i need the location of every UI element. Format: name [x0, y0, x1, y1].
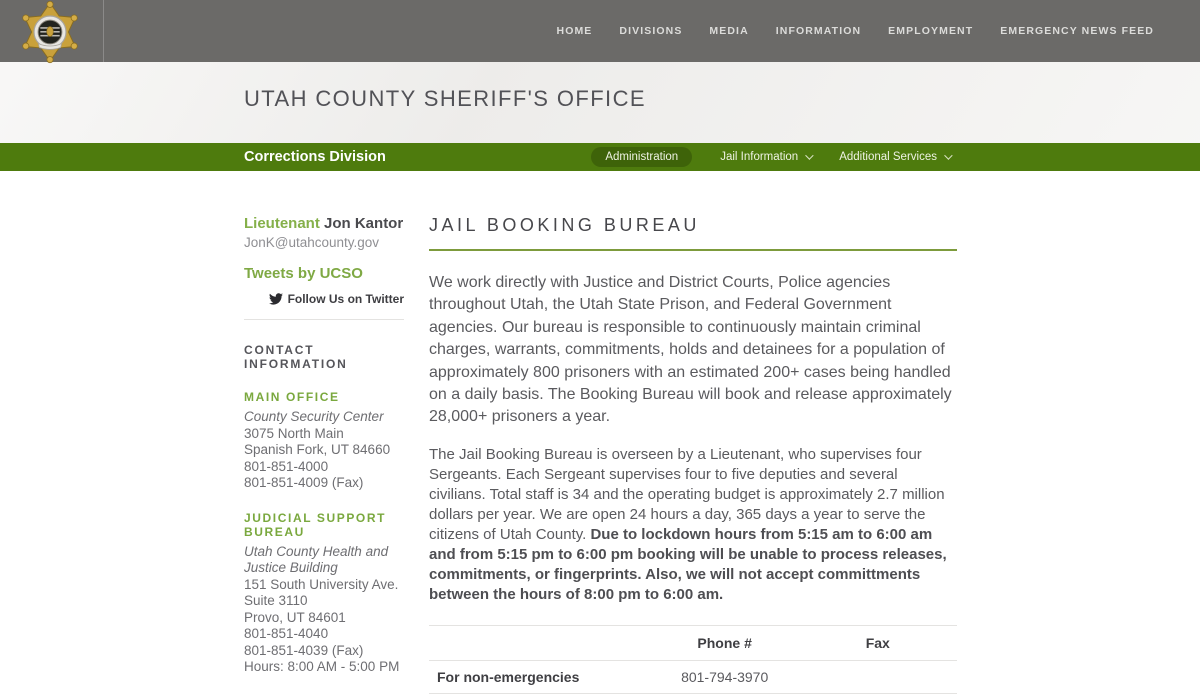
judicial-support-suite: Suite 3110: [244, 593, 308, 608]
judicial-support-fax: 801-851-4039 (Fax): [244, 642, 364, 658]
page-title: JAIL BOOKING BUREAU: [429, 215, 957, 251]
phone-table-header-phone: Phone #: [651, 625, 799, 660]
menu-jail-information-label: Jail Information: [720, 151, 799, 163]
main-office-fax: 801-851-4009 (Fax): [244, 475, 364, 490]
nav-divisions[interactable]: DIVISIONS: [619, 25, 683, 37]
intro-paragraph: We work directly with Justice and District Courts, Police agencies throughout Utah, the Utah State Prison, and Federal Government agencies. Our bureau is responsible to continuously maintain criminal charges, warrants, commitments, holds and detainees for a population of approximately 800 prisoners with an estimated 200+ cases being handled on a daily basis. The Booking Bureau will book and release approximately 28,000+ prisoners a year.: [429, 274, 952, 426]
contact-person-rank: Lieutenant: [244, 215, 320, 232]
table-row: [429, 660, 957, 693]
menu-additional-services-label: Additional Services: [839, 151, 937, 163]
chevron-down-icon: [805, 151, 813, 159]
division-menu: [591, 147, 950, 167]
header-divider: [103, 0, 104, 62]
division-title: Corrections Division: [244, 149, 386, 165]
main-office-phone: 801-851-4000: [244, 458, 329, 474]
judicial-support-phone: 801-851-4040: [244, 626, 329, 641]
details-paragraph: [429, 445, 957, 605]
phone-table: [429, 625, 957, 694]
judicial-support-city: Provo, UT 84601: [244, 609, 346, 625]
phone-table-header-fax: Fax: [799, 625, 957, 660]
follow-twitter-row: [244, 292, 404, 306]
masthead: [0, 62, 1200, 143]
details-paragraph-normal: The Jail Booking Bureau is overseen by a Lieutenant, who supervises four Sergeants. Each Sergeant supervises four to five deputies and several civilians. Total staff is 34 and the operating budget is approximately 2.7 million dollars per year. We are open 24 hours a day, 365 days a year to serve the citizens of Utah County.: [429, 445, 945, 543]
row-label: For non-emergencies: [429, 660, 651, 693]
main-office-block: [244, 390, 404, 492]
nav-employment[interactable]: EMPLOYMENT: [888, 25, 974, 37]
tweets-by-ucso-link[interactable]: Tweets by UCSO: [244, 265, 363, 282]
follow-twitter-link[interactable]: Follow Us on Twitter: [287, 292, 404, 306]
row-phone: 801-794-3970: [651, 660, 799, 693]
sheriff-badge-icon: [18, 1, 82, 63]
division-bar: [0, 143, 1200, 171]
nav-home[interactable]: HOME: [556, 25, 593, 37]
contact-information-heading: CONTACT INFORMATION: [244, 343, 348, 371]
contact-person: [244, 215, 404, 232]
judicial-support-heading: JUDICIAL SUPPORT BUREAU: [244, 510, 387, 539]
sidebar-divider: [244, 319, 404, 320]
phone-table-header-row: [429, 625, 957, 660]
menu-administration[interactable]: Administration: [591, 147, 692, 167]
main-office-address-line: 3075 North Main: [244, 425, 344, 441]
twitter-icon: [269, 293, 283, 305]
article: [429, 215, 957, 694]
main-office-address-line: Spanish Fork, UT 84660: [244, 442, 391, 457]
nav-information[interactable]: INFORMATION: [775, 25, 862, 37]
sidebar: [244, 215, 404, 694]
contact-email[interactable]: JonK@utahcounty.gov: [244, 235, 380, 250]
page-content: [0, 171, 1200, 694]
menu-jail-information[interactable]: [720, 151, 811, 163]
top-navigation: [557, 0, 1154, 62]
main-office-building: County Security Center: [244, 409, 384, 424]
phone-table-header-blank: [429, 625, 651, 660]
top-bar: [0, 0, 1200, 62]
judicial-support-address-line: 151 South University Ave.: [244, 576, 399, 592]
nav-media[interactable]: MEDIA: [709, 25, 749, 37]
site-title: UTAH COUNTY SHERIFF'S OFFICE: [244, 86, 646, 111]
sheriff-badge-logo[interactable]: [18, 1, 82, 63]
judicial-support-hours: Hours: 8:00 AM - 5:00 PM: [244, 659, 400, 674]
menu-additional-services[interactable]: [839, 151, 950, 163]
nav-emergency-news-feed[interactable]: EMERGENCY NEWS FEED: [1000, 25, 1154, 37]
details-paragraph-bold: Due to lockdown hours from 5:15 am to 6:00 am and from 5:15 pm to 6:00 pm booking will be unable to process releases, commitments, or fingerprints. Also, we will not accept committments between the hours of 8:00 pm to 6:00 am.: [429, 525, 947, 603]
judicial-support-block: [244, 511, 404, 676]
row-fax: [799, 660, 957, 693]
main-office-heading: MAIN OFFICE: [244, 390, 340, 404]
judicial-support-building: Utah County Health and Justice Building: [244, 543, 389, 575]
contact-person-name: Jon Kantor: [324, 215, 404, 232]
chevron-down-icon: [944, 151, 952, 159]
